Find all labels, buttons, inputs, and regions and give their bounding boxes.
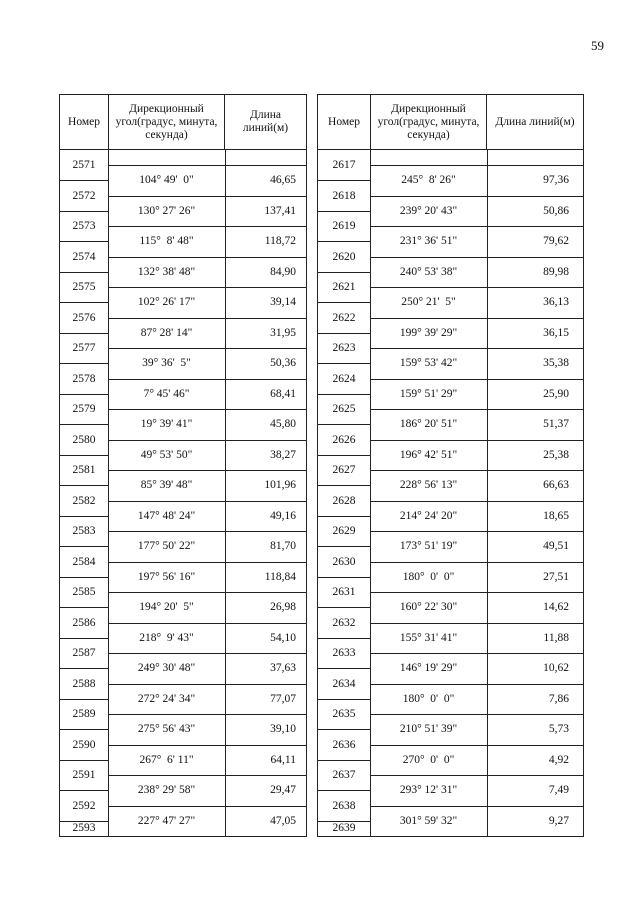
- coordinates-table-right: [317, 94, 584, 837]
- header-length: Длина линий(м): [224, 95, 306, 149]
- angle-cell: 130° 27' 26": [137, 204, 196, 217]
- angle-cell: 293° 12' 31": [399, 784, 458, 797]
- length-cell: 25,38: [543, 448, 569, 461]
- point-number-cell: 2619: [332, 220, 356, 233]
- row-divider: [318, 394, 370, 395]
- row-divider: [60, 729, 108, 730]
- point-number-cell: 2582: [72, 494, 96, 507]
- point-number-cell: 2589: [72, 708, 96, 721]
- angle-cell: 228° 56' 13": [399, 479, 458, 492]
- length-cell: 25,90: [543, 387, 569, 400]
- point-number-cell: 2621: [332, 281, 356, 294]
- length-cell: 45,80: [270, 418, 296, 431]
- angle-cell: 177° 50' 22": [137, 540, 196, 553]
- row-divider: [60, 485, 108, 486]
- point-number-cell: 2591: [72, 769, 96, 781]
- length-cell: 68,41: [270, 387, 296, 400]
- length-cell: 29,47: [270, 784, 296, 797]
- angle-cell: 301° 59' 32": [399, 814, 458, 827]
- point-number-cell: 2637: [332, 769, 356, 781]
- angle-cell: 194° 20' 5": [139, 601, 194, 614]
- point-number-cell: 2581: [72, 464, 96, 477]
- row-divider: [318, 516, 370, 517]
- point-number-cell: 2628: [332, 494, 356, 507]
- length-cell: 97,36: [543, 174, 569, 187]
- point-number-cell: 2632: [332, 616, 356, 629]
- point-number-cell: 2584: [72, 555, 96, 568]
- length-cell: 89,98: [543, 265, 569, 278]
- row-divider: [60, 516, 108, 517]
- header-angle: Дирекционный угол(градус, минута, секунда): [370, 95, 486, 149]
- row-divider: [60, 668, 108, 669]
- angle-cell: 249° 30' 48": [137, 662, 196, 675]
- row-divider: [60, 546, 108, 547]
- row-divider: [60, 363, 108, 364]
- point-number-cell: 2617: [332, 159, 356, 172]
- length-cell: 5,73: [548, 723, 569, 736]
- angle-cell: 186° 20' 51": [399, 418, 458, 431]
- angle-cell: 85° 39' 48": [140, 479, 193, 492]
- length-cell: 77,07: [270, 692, 296, 705]
- row-divider: [60, 302, 108, 303]
- angle-cell: 132° 38' 48": [137, 265, 196, 278]
- angle-cell: 197° 56' 16": [137, 570, 196, 583]
- angle-cell: 102° 26' 17": [137, 296, 196, 309]
- angle-cell: 146° 19' 29": [399, 662, 458, 675]
- angle-cell: 7° 45' 46": [143, 387, 190, 400]
- row-divider: [318, 302, 370, 303]
- angle-cell: 231° 36' 51": [399, 235, 458, 248]
- row-divider: [318, 333, 370, 334]
- length-cell: 26,98: [270, 601, 296, 614]
- length-cell: 54,10: [270, 631, 296, 644]
- row-divider: [60, 424, 108, 425]
- point-number-cell: 2625: [332, 403, 356, 416]
- length-cell: 50,86: [543, 204, 569, 217]
- length-cell: 64,11: [270, 753, 296, 766]
- row-divider: [318, 638, 370, 639]
- row-divider: [318, 668, 370, 669]
- angle-cell: 239° 20' 43": [399, 204, 458, 217]
- length-cell: 49,51: [543, 540, 569, 553]
- row-divider: [60, 211, 108, 212]
- angle-cell: 147° 48' 24": [137, 509, 196, 522]
- angle-cell: 159° 51' 29": [399, 387, 458, 400]
- length-cell: 46,65: [270, 174, 296, 187]
- length-cell: 118,72: [264, 235, 296, 248]
- angle-cell: 267° 6' 11": [139, 753, 194, 766]
- row-divider: [318, 607, 370, 608]
- row-divider: [60, 790, 108, 791]
- length-cell: 9,27: [548, 814, 569, 827]
- angle-cell: 245° 8' 26": [401, 174, 456, 187]
- point-number-cell: 2586: [72, 616, 96, 629]
- row-divider: [60, 180, 108, 181]
- row-divider: [318, 577, 370, 578]
- angle-cell: 270° 0' 0": [402, 753, 455, 766]
- length-cell: 27,51: [543, 570, 569, 583]
- point-number-cell: 2623: [332, 342, 356, 355]
- row-divider: [318, 211, 370, 212]
- length-cell: 84,90: [270, 265, 296, 278]
- angle-cell: 104° 49' 0": [139, 174, 194, 187]
- angle-cell: 250° 21' 5": [401, 296, 456, 309]
- angle-cell: 155° 31' 41": [399, 631, 458, 644]
- angle-cell: 272° 24' 34": [137, 692, 196, 705]
- angle-cell: 199° 39' 29": [399, 326, 458, 339]
- row-divider: [318, 821, 370, 822]
- length-cell: 47,05: [270, 814, 296, 827]
- length-cell: 10,62: [543, 662, 569, 675]
- point-number-cell: 2627: [332, 464, 356, 477]
- row-divider: [60, 272, 108, 273]
- length-cell: 118,84: [264, 570, 296, 583]
- point-number-cell: 2593: [72, 822, 96, 835]
- row-divider: [318, 272, 370, 273]
- angle-cell: 115° 8' 48": [139, 235, 194, 248]
- angle-cell: 39° 36' 5": [142, 357, 191, 370]
- point-number-cell: 2620: [332, 250, 356, 263]
- length-cell: 7,49: [548, 784, 569, 797]
- row-divider: [318, 455, 370, 456]
- length-cell: 35,38: [543, 357, 569, 370]
- row-divider: [318, 790, 370, 791]
- point-number-cell: 2590: [72, 738, 96, 751]
- angle-cell: 238° 29' 58": [137, 784, 196, 797]
- length-cell: 51,37: [543, 418, 569, 431]
- angle-cell: 159° 53' 42": [399, 357, 458, 370]
- length-cell: 7,86: [548, 692, 569, 705]
- length-cell: 36,15: [543, 326, 569, 339]
- row-divider: [60, 333, 108, 334]
- length-cell: 39,10: [270, 723, 296, 736]
- header-length: Длина линий(м): [486, 95, 583, 149]
- point-number-cell: 2587: [72, 647, 96, 660]
- point-number-cell: 2592: [72, 799, 96, 812]
- length-cell: 38,27: [270, 448, 296, 461]
- row-divider: [60, 821, 108, 822]
- coordinates-table-left: [59, 94, 307, 837]
- angle-cell: 240° 53' 38": [399, 265, 458, 278]
- length-cell: 49,16: [270, 509, 296, 522]
- point-number-cell: 2634: [332, 677, 356, 690]
- length-cell: 37,63: [270, 662, 296, 675]
- row-divider: [60, 241, 108, 242]
- point-number-cell: 2638: [332, 799, 356, 812]
- length-cell: 11,88: [543, 631, 569, 644]
- point-number-cell: 2618: [332, 189, 356, 202]
- row-divider: [60, 607, 108, 608]
- row-divider: [60, 455, 108, 456]
- point-number-cell: 2626: [332, 433, 356, 446]
- point-number-cell: 2588: [72, 677, 96, 690]
- angle-cell: 210° 51' 39": [399, 723, 458, 736]
- point-number-cell: 2622: [332, 311, 356, 324]
- angle-cell: 180° 0' 0": [402, 570, 455, 583]
- angle-cell: 275° 56' 43": [137, 723, 196, 736]
- point-number-cell: 2585: [72, 586, 96, 599]
- point-number-cell: 2583: [72, 525, 96, 538]
- point-number-cell: 2577: [72, 342, 96, 355]
- header-number: Номер: [328, 115, 360, 128]
- point-number-cell: 2635: [332, 708, 356, 721]
- row-divider: [318, 729, 370, 730]
- length-cell: 31,95: [270, 326, 296, 339]
- row-divider: [318, 699, 370, 700]
- table-header: [318, 95, 583, 150]
- table-body: [60, 150, 306, 836]
- point-number-cell: 2639: [332, 822, 356, 835]
- row-divider: [60, 394, 108, 395]
- row-divider: [318, 424, 370, 425]
- length-cell: 18,65: [543, 509, 569, 522]
- length-cell: 66,63: [543, 479, 569, 492]
- point-number-cell: 2571: [72, 159, 96, 172]
- point-number-cell: 2624: [332, 372, 356, 385]
- point-number-cell: 2633: [332, 647, 356, 660]
- table-body: [318, 150, 583, 836]
- length-cell: 137,41: [264, 204, 296, 217]
- angle-cell: 227° 47' 27": [137, 814, 196, 827]
- point-number-cell: 2576: [72, 311, 96, 324]
- point-number-cell: 2574: [72, 250, 96, 263]
- angle-cell: 173° 51' 19": [399, 540, 458, 553]
- row-divider: [60, 760, 108, 761]
- row-divider: [318, 546, 370, 547]
- length-cell: 101,96: [264, 479, 296, 492]
- table-header: [60, 95, 306, 150]
- row-divider: [318, 180, 370, 181]
- page-number: 59: [591, 38, 604, 53]
- row-divider: [318, 485, 370, 486]
- point-number-cell: 2636: [332, 738, 356, 751]
- row-divider: [318, 760, 370, 761]
- point-number-cell: 2580: [72, 433, 96, 446]
- angle-cell: 19° 39' 41": [140, 418, 193, 431]
- length-cell: 36,13: [543, 296, 569, 309]
- length-cell: 39,14: [270, 296, 296, 309]
- angle-cell: 49° 53' 50": [140, 448, 193, 461]
- length-cell: 14,62: [543, 601, 569, 614]
- point-number-cell: 2579: [72, 403, 96, 416]
- point-number-cell: 2573: [72, 220, 96, 233]
- angle-cell: 87° 28' 14": [140, 326, 193, 339]
- angle-cell: 180° 0' 0": [402, 692, 455, 705]
- length-cell: 50,36: [270, 357, 296, 370]
- angle-cell: 160° 22' 30": [399, 601, 458, 614]
- point-number-cell: 2631: [332, 586, 356, 599]
- point-number-cell: 2629: [332, 525, 356, 538]
- angle-cell: 214° 24' 20": [399, 509, 458, 522]
- length-cell: 4,92: [548, 753, 569, 766]
- point-number-cell: 2575: [72, 281, 96, 294]
- header-number: Номер: [68, 115, 100, 128]
- row-divider: [318, 363, 370, 364]
- angle-cell: 218° 9' 43": [139, 631, 194, 644]
- point-number-cell: 2572: [72, 189, 96, 202]
- point-number-cell: 2630: [332, 555, 356, 568]
- angle-cell: 196° 42' 51": [399, 448, 458, 461]
- header-angle: Дирекционный угол(градус, минута, секунда): [108, 95, 224, 149]
- length-cell: 79,62: [543, 235, 569, 248]
- point-number-cell: 2578: [72, 372, 96, 385]
- row-divider: [60, 699, 108, 700]
- row-divider: [318, 241, 370, 242]
- row-divider: [60, 638, 108, 639]
- row-divider: [60, 577, 108, 578]
- length-cell: 81,70: [270, 540, 296, 553]
